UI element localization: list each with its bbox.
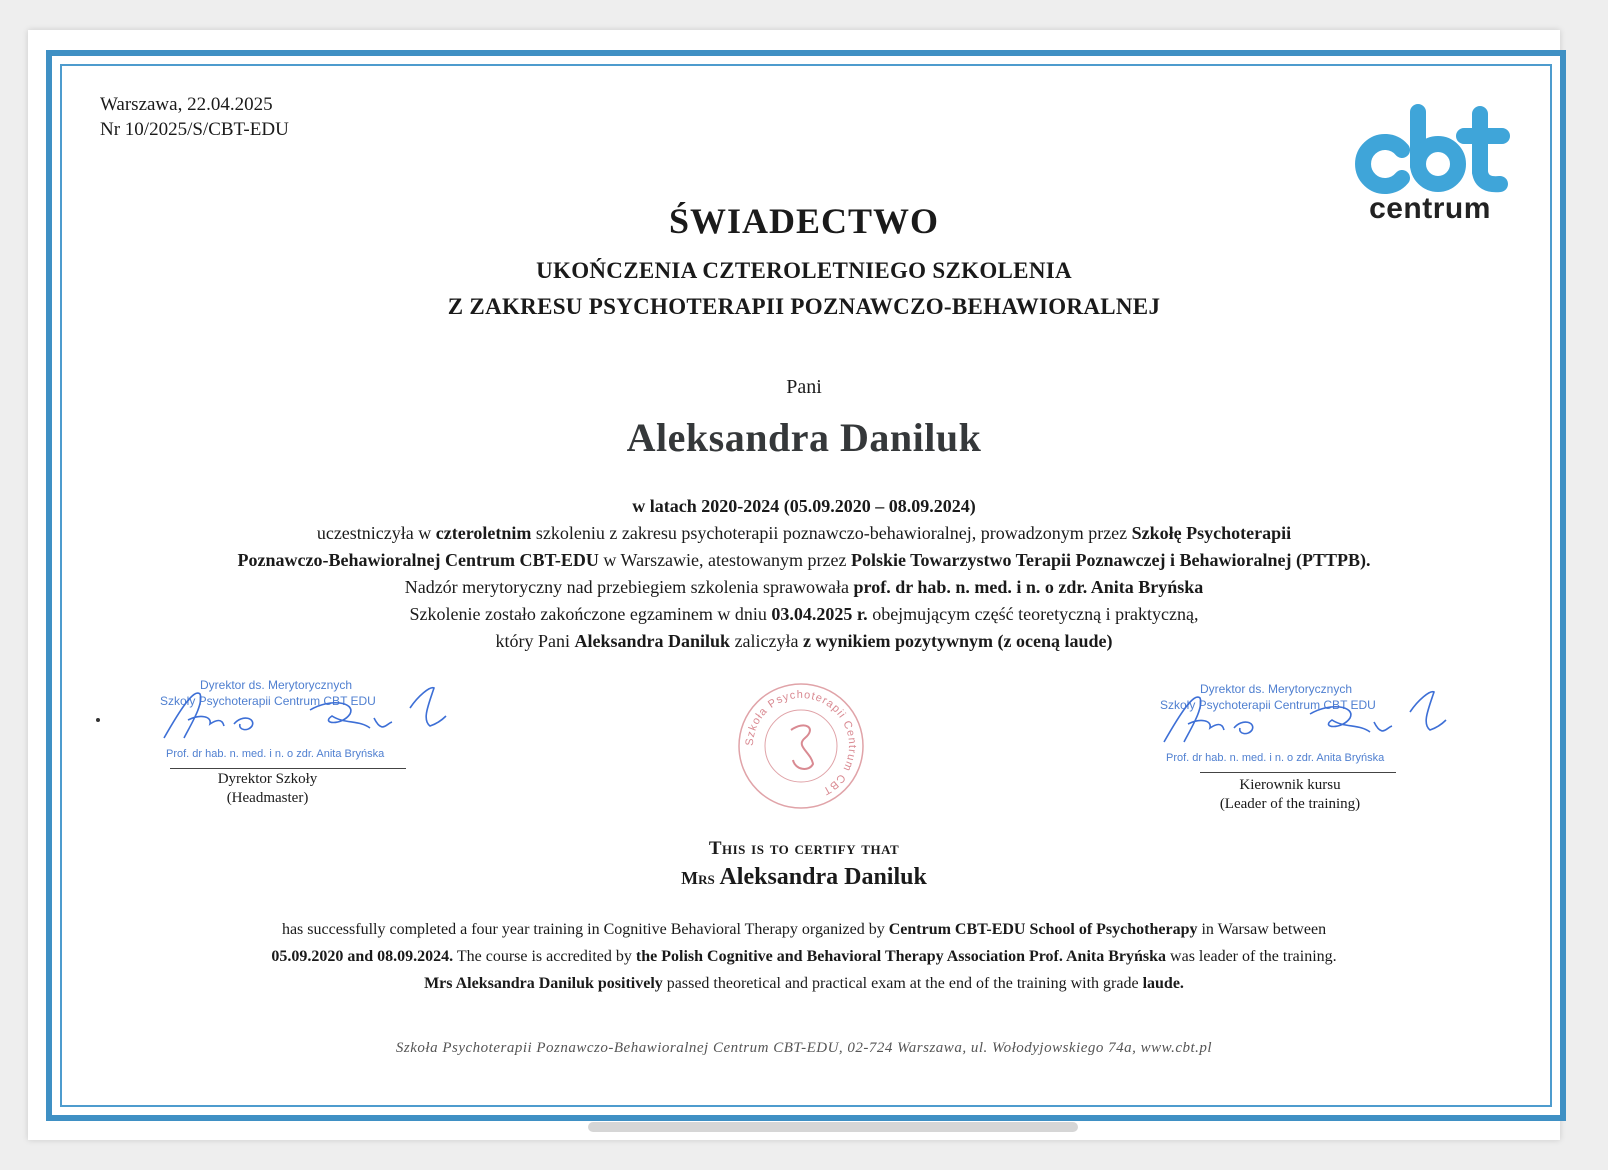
role-pl: Kierownik kursu bbox=[1239, 777, 1341, 793]
text-bold: prof. dr hab. n. med. i n. o zdr. Anita Bryńska bbox=[853, 577, 1204, 597]
en-line-2 bbox=[0, 943, 1608, 970]
role-en: (Leader of the training) bbox=[1219, 796, 1361, 812]
english-heading: This is to certify that bbox=[708, 838, 900, 859]
text-bold: 03.04.2025 r. bbox=[771, 604, 868, 624]
seal-text: Szkoła Psychoterapii Centrum CBT bbox=[743, 688, 859, 798]
training-years: w latach 2020-2024 (05.09.2020 – 08.09.2024) bbox=[632, 496, 976, 516]
signature-line bbox=[170, 768, 406, 769]
certificate-title: ŚWIADECTWO bbox=[668, 201, 940, 241]
pl-line-5 bbox=[0, 628, 1608, 655]
salutation: Pani bbox=[786, 376, 822, 398]
signature-role bbox=[1180, 776, 1400, 814]
horizontal-scrollbar[interactable] bbox=[588, 1122, 1078, 1132]
text: in Warsaw between bbox=[1197, 921, 1327, 938]
handwritten-signature bbox=[1160, 684, 1450, 748]
signature-line bbox=[1200, 772, 1396, 773]
cbt-logo-mark bbox=[1350, 104, 1510, 196]
text-bold: Mrs Aleksandra Daniluk positively bbox=[424, 975, 663, 992]
stamp-school: Szkoły Psychoterapii Centrum CBT EDU bbox=[1160, 698, 1376, 712]
school-seal bbox=[735, 680, 867, 812]
pl-line-4 bbox=[0, 601, 1608, 628]
honorific: Mrs bbox=[681, 868, 715, 888]
text-bold: the Polish Cognitive and Behavioral Therapy Association Prof. Anita Bryńska bbox=[635, 948, 1167, 965]
english-recipient bbox=[0, 864, 1608, 891]
text-bold: Aleksandra Daniluk bbox=[574, 631, 731, 651]
document-meta bbox=[100, 92, 289, 142]
text: Nadzór merytoryczny nad przebiegiem szkolenia sprawowała bbox=[404, 577, 854, 597]
recipient-name-en: Aleksandra Daniluk bbox=[719, 864, 927, 890]
stamp-name: Prof. dr hab. n. med. i n. o zdr. Anita Bryńska bbox=[1166, 752, 1385, 764]
text: obejmującym część teoretyczną i praktyczną, bbox=[867, 604, 1199, 624]
stamp-name: Prof. dr hab. n. med. i n. o zdr. Anita Bryńska bbox=[166, 748, 385, 760]
text: Szkolenie zostało zakończone egzaminem w dniu bbox=[409, 604, 772, 624]
text-bold: z wynikiem pozytywnym (z oceną laude) bbox=[803, 631, 1113, 651]
role-pl: Dyrektor Szkoły bbox=[217, 771, 318, 787]
handwritten-signature bbox=[160, 680, 450, 744]
text: w Warszawie, atestowanym przez bbox=[598, 550, 851, 570]
stamp-title: Dyrektor ds. Merytorycznych bbox=[200, 678, 353, 692]
recipient-name: Aleksandra Daniluk bbox=[626, 415, 982, 460]
place-date: Warszawa, 22.04.2025 bbox=[100, 94, 273, 115]
pl-line-2 bbox=[0, 547, 1608, 574]
pl-line-1 bbox=[0, 520, 1608, 547]
stamp-school: Szkoły Psychoterapii Centrum CBT EDU bbox=[160, 694, 376, 708]
signature-role bbox=[160, 770, 375, 808]
seal-graphic bbox=[735, 680, 867, 812]
role-en: (Headmaster) bbox=[226, 790, 309, 806]
logo-text: centrum bbox=[1369, 192, 1491, 225]
text: zaliczyła bbox=[730, 631, 804, 651]
signature-stamp bbox=[160, 678, 460, 768]
text-bold: Poznawczo-Behawioralnej Centrum CBT-EDU bbox=[237, 550, 599, 570]
text: który Pani bbox=[495, 631, 575, 651]
text-bold: 05.09.2020 and 08.09.2024. bbox=[271, 948, 454, 965]
signature-stamp bbox=[1160, 682, 1460, 772]
text-bold: Szkołę Psychoterapii bbox=[1131, 523, 1292, 543]
text: passed theoretical and practical exam at the end of the training with grade bbox=[662, 975, 1143, 992]
document-number: Nr 10/2025/S/CBT-EDU bbox=[100, 119, 289, 140]
text: has successfully completed a four year training in Cognitive Behavioral Therapy organized by bbox=[281, 921, 889, 938]
text-bold: laude. bbox=[1142, 975, 1184, 992]
subtitle-line-2: Z ZAKRESU PSYCHOTERAPII POZNAWCZO-BEHAWIORALNEJ bbox=[447, 294, 1161, 319]
stray-mark bbox=[96, 718, 100, 722]
subtitle-line-1: UKOŃCZENIA CZTEROLETNIEGO SZKOLENIA bbox=[536, 258, 1072, 283]
pl-line-3 bbox=[0, 574, 1608, 601]
text: The course is accredited by bbox=[453, 948, 636, 965]
en-line-1 bbox=[0, 916, 1608, 943]
text-bold: czteroletnim bbox=[435, 523, 532, 543]
text: uczestniczyła w bbox=[316, 523, 436, 543]
en-line-3 bbox=[0, 970, 1608, 997]
footer-address: Szkoła Psychoterapii Poznawczo-Behawioralnej Centrum CBT-EDU, 02-724 Warszawa, ul. Wołodyjowskiego 74a, www.cbt.pl bbox=[395, 1040, 1213, 1056]
text-bold: Polskie Towarzystwo Terapii Poznawczej i Behawioralnej (PTTPB). bbox=[850, 550, 1371, 570]
text-bold: Centrum CBT-EDU School of Psychotherapy bbox=[888, 921, 1198, 938]
text: szkoleniu z zakresu psychoterapii poznawczo-behawioralnej, prowadzonym przez bbox=[531, 523, 1132, 543]
text: was leader of the training. bbox=[1166, 948, 1337, 965]
stamp-title: Dyrektor ds. Merytorycznych bbox=[1200, 682, 1353, 696]
